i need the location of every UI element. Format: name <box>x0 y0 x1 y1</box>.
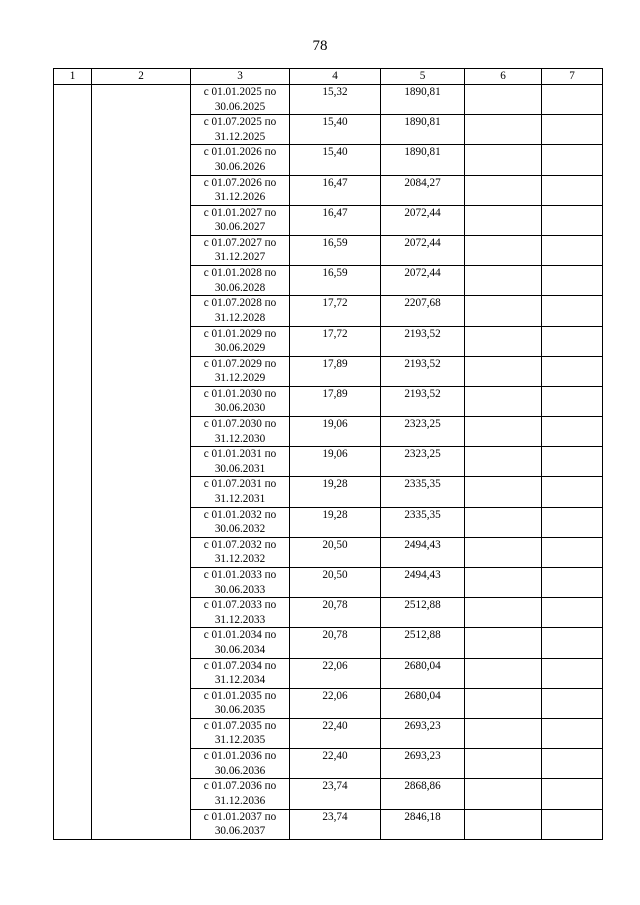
header-col-3: 3 <box>191 69 290 85</box>
period-cell <box>191 688 290 718</box>
col-7-cell <box>542 568 603 598</box>
col-5-value: 2193,52 <box>381 386 465 416</box>
col-5-value: 2323,25 <box>381 417 465 447</box>
header-col-5: 5 <box>381 69 465 85</box>
table-row <box>54 85 603 115</box>
col-5-value: 2680,04 <box>381 658 465 688</box>
period-to: 30.06.2029 <box>214 342 266 354</box>
col-7-cell <box>542 175 603 205</box>
period-from: с 01.01.2036 по <box>203 750 277 763</box>
header-col-6: 6 <box>465 69 542 85</box>
col-6-cell <box>465 235 542 265</box>
period-to: 31.12.2030 <box>214 432 266 445</box>
col-5-value: 2335,35 <box>381 507 465 537</box>
period-to: 31.12.2028 <box>214 311 266 324</box>
period-from: с 01.01.2030 по <box>203 387 277 400</box>
col-5-value: 1890,81 <box>381 85 465 115</box>
col-5-value: 1890,81 <box>381 145 465 175</box>
col-4-value: 19,28 <box>290 507 381 537</box>
period-from: с 01.07.2036 по <box>203 780 277 793</box>
period-to: 31.12.2036 <box>214 794 266 807</box>
period-to: 30.06.2025 <box>214 100 266 113</box>
col-7-cell <box>542 417 603 447</box>
col-7-cell <box>542 356 603 386</box>
col-4-value: 22,40 <box>290 749 381 779</box>
header-col-2: 2 <box>92 69 191 85</box>
col-5-value: 2494,43 <box>381 568 465 598</box>
col-6-cell <box>465 356 542 386</box>
period-cell <box>191 235 290 265</box>
col-5-value: 2494,43 <box>381 537 465 567</box>
col-4-value: 22,06 <box>290 658 381 688</box>
col-6-cell <box>465 447 542 477</box>
period-cell <box>191 507 290 537</box>
col-6-cell <box>465 688 542 718</box>
col-6-cell <box>465 85 542 115</box>
col-5-value: 2868,86 <box>381 779 465 809</box>
period-from: с 01.07.2027 по <box>203 236 277 249</box>
period-cell <box>191 296 290 326</box>
col-4-value: 20,50 <box>290 568 381 598</box>
header-col-7: 7 <box>542 69 603 85</box>
period-to: 30.06.2026 <box>214 160 266 173</box>
period-from: с 01.07.2033 по <box>203 599 277 612</box>
col-4-value: 16,59 <box>290 235 381 265</box>
col-5-value: 2072,44 <box>381 235 465 265</box>
col-4-value: 23,74 <box>290 809 381 839</box>
period-cell <box>191 718 290 748</box>
col-4-value: 23,74 <box>290 779 381 809</box>
period-from: с 01.07.2030 по <box>203 418 277 431</box>
header-col-4: 4 <box>290 69 381 85</box>
period-from: с 01.07.2026 по <box>203 176 277 189</box>
col-7-cell <box>542 507 603 537</box>
col-6-cell <box>465 598 542 628</box>
col-4-value: 22,06 <box>290 688 381 718</box>
period-to: 30.06.2032 <box>214 523 266 536</box>
period-from: с 01.01.2029 по <box>203 327 277 340</box>
col-4-value: 17,89 <box>290 356 381 386</box>
period-from: с 01.07.2034 по <box>203 659 277 672</box>
col-4-value: 19,28 <box>290 477 381 507</box>
col-7-cell <box>542 326 603 356</box>
period-to: 30.06.2028 <box>214 281 266 294</box>
period-to: 31.12.2032 <box>214 553 266 566</box>
period-to: 30.06.2031 <box>214 462 266 475</box>
col-6-cell <box>465 658 542 688</box>
col-4-value: 17,72 <box>290 326 381 356</box>
period-from: с 01.01.2033 по <box>203 569 277 581</box>
col-6-cell <box>465 205 542 235</box>
col-5-value: 2846,18 <box>381 809 465 839</box>
period-cell <box>191 779 290 809</box>
period-to: 30.06.2033 <box>214 583 266 596</box>
col-6-cell <box>465 809 542 839</box>
period-to: 31.12.2033 <box>214 613 266 626</box>
col-5-value: 2693,23 <box>381 749 465 779</box>
period-to: 30.06.2034 <box>214 643 266 656</box>
period-to: 31.12.2034 <box>214 674 266 687</box>
col-6-cell <box>465 386 542 416</box>
col-6-cell <box>465 145 542 175</box>
col-6-cell <box>465 749 542 779</box>
col-7-cell <box>542 85 603 115</box>
tariff-table <box>53 68 603 840</box>
col-7-cell <box>542 809 603 839</box>
col-4-value: 15,32 <box>290 85 381 115</box>
col-6-cell <box>465 507 542 537</box>
col-7-cell <box>542 235 603 265</box>
period-to: 30.06.2030 <box>214 402 266 415</box>
period-from: с 01.01.2026 по <box>203 146 277 159</box>
period-cell <box>191 447 290 477</box>
col-5-value: 2680,04 <box>381 688 465 718</box>
period-from: с 01.01.2035 по <box>203 689 277 702</box>
period-cell <box>191 628 290 658</box>
period-to: 31.12.2026 <box>214 191 266 204</box>
period-cell <box>191 266 290 296</box>
period-cell <box>191 598 290 628</box>
col-4-value: 17,89 <box>290 386 381 416</box>
col-6-cell <box>465 266 542 296</box>
col-6-cell <box>465 477 542 507</box>
period-cell <box>191 85 290 115</box>
period-to: 31.12.2035 <box>214 734 266 747</box>
period-from: с 01.07.2029 по <box>203 357 277 370</box>
col-4-value: 16,47 <box>290 175 381 205</box>
period-from: с 01.07.2028 по <box>203 297 277 310</box>
col-7-cell <box>542 628 603 658</box>
col-4-value: 15,40 <box>290 115 381 145</box>
period-from: с 01.01.2027 по <box>203 206 277 219</box>
col-5-value: 2323,25 <box>381 447 465 477</box>
period-to: 31.12.2029 <box>214 372 266 385</box>
col-4-value: 15,40 <box>290 145 381 175</box>
period-to: 30.06.2037 <box>214 825 266 837</box>
period-cell <box>191 477 290 507</box>
col-4-value: 17,72 <box>290 296 381 326</box>
col-7-cell <box>542 779 603 809</box>
period-to: 31.12.2027 <box>214 251 266 264</box>
col-5-value: 2207,68 <box>381 296 465 326</box>
header-row <box>54 69 603 85</box>
period-cell <box>191 115 290 145</box>
col-5-value: 2335,35 <box>381 477 465 507</box>
col-6-cell <box>465 115 542 145</box>
col-1-cell <box>54 85 92 840</box>
period-to: 30.06.2027 <box>214 221 266 234</box>
period-from: с 01.07.2035 по <box>203 719 277 732</box>
col-5-value: 2084,27 <box>381 175 465 205</box>
period-cell <box>191 386 290 416</box>
col-7-cell <box>542 115 603 145</box>
col-6-cell <box>465 718 542 748</box>
header-col-1: 1 <box>54 69 92 85</box>
col-4-value: 16,47 <box>290 205 381 235</box>
col-6-cell <box>465 175 542 205</box>
period-cell <box>191 175 290 205</box>
col-6-cell <box>465 326 542 356</box>
col-5-value: 2193,52 <box>381 356 465 386</box>
period-cell <box>191 749 290 779</box>
period-from: с 01.01.2034 по <box>203 629 277 642</box>
period-cell <box>191 809 290 839</box>
period-from: с 01.07.2032 по <box>203 538 277 551</box>
col-2-cell <box>92 85 191 840</box>
period-from: с 01.07.2025 по <box>203 116 277 129</box>
col-5-value: 2693,23 <box>381 718 465 748</box>
col-5-value: 2072,44 <box>381 266 465 296</box>
col-6-cell <box>465 537 542 567</box>
col-5-value: 2072,44 <box>381 205 465 235</box>
period-cell <box>191 205 290 235</box>
col-7-cell <box>542 658 603 688</box>
col-7-cell <box>542 205 603 235</box>
col-7-cell <box>542 598 603 628</box>
col-7-cell <box>542 749 603 779</box>
period-cell <box>191 417 290 447</box>
col-7-cell <box>542 718 603 748</box>
period-to: 31.12.2031 <box>214 492 266 505</box>
col-5-value: 2512,88 <box>381 598 465 628</box>
table-body <box>54 85 603 840</box>
period-from: с 01.01.2037 по <box>203 810 277 823</box>
col-7-cell <box>542 688 603 718</box>
period-from: с 01.01.2028 по <box>203 267 277 280</box>
period-from: с 01.07.2031 по <box>203 478 277 491</box>
col-4-value: 16,59 <box>290 266 381 296</box>
col-7-cell <box>542 145 603 175</box>
period-from: с 01.01.2031 по <box>203 448 277 461</box>
col-7-cell <box>542 296 603 326</box>
col-7-cell <box>542 266 603 296</box>
col-4-value: 20,78 <box>290 598 381 628</box>
period-cell <box>191 326 290 356</box>
period-to: 30.06.2035 <box>214 704 266 717</box>
period-cell <box>191 145 290 175</box>
col-5-value: 1890,81 <box>381 115 465 145</box>
col-5-value: 2512,88 <box>381 628 465 658</box>
col-4-value: 20,78 <box>290 628 381 658</box>
col-4-value: 19,06 <box>290 417 381 447</box>
period-from: с 01.01.2025 по <box>203 86 277 98</box>
col-6-cell <box>465 417 542 447</box>
col-7-cell <box>542 386 603 416</box>
col-6-cell <box>465 568 542 598</box>
page-number: 78 <box>312 38 328 54</box>
period-cell <box>191 537 290 567</box>
col-4-value: 20,50 <box>290 537 381 567</box>
period-from: с 01.01.2032 по <box>203 508 277 521</box>
period-to: 31.12.2025 <box>214 130 266 143</box>
period-cell <box>191 658 290 688</box>
col-5-value: 2193,52 <box>381 326 465 356</box>
period-to: 30.06.2036 <box>214 764 266 777</box>
col-7-cell <box>542 447 603 477</box>
col-6-cell <box>465 628 542 658</box>
col-7-cell <box>542 477 603 507</box>
col-4-value: 22,40 <box>290 718 381 748</box>
col-4-value: 19,06 <box>290 447 381 477</box>
period-cell <box>191 568 290 598</box>
col-6-cell <box>465 779 542 809</box>
period-cell <box>191 356 290 386</box>
col-6-cell <box>465 296 542 326</box>
col-7-cell <box>542 537 603 567</box>
